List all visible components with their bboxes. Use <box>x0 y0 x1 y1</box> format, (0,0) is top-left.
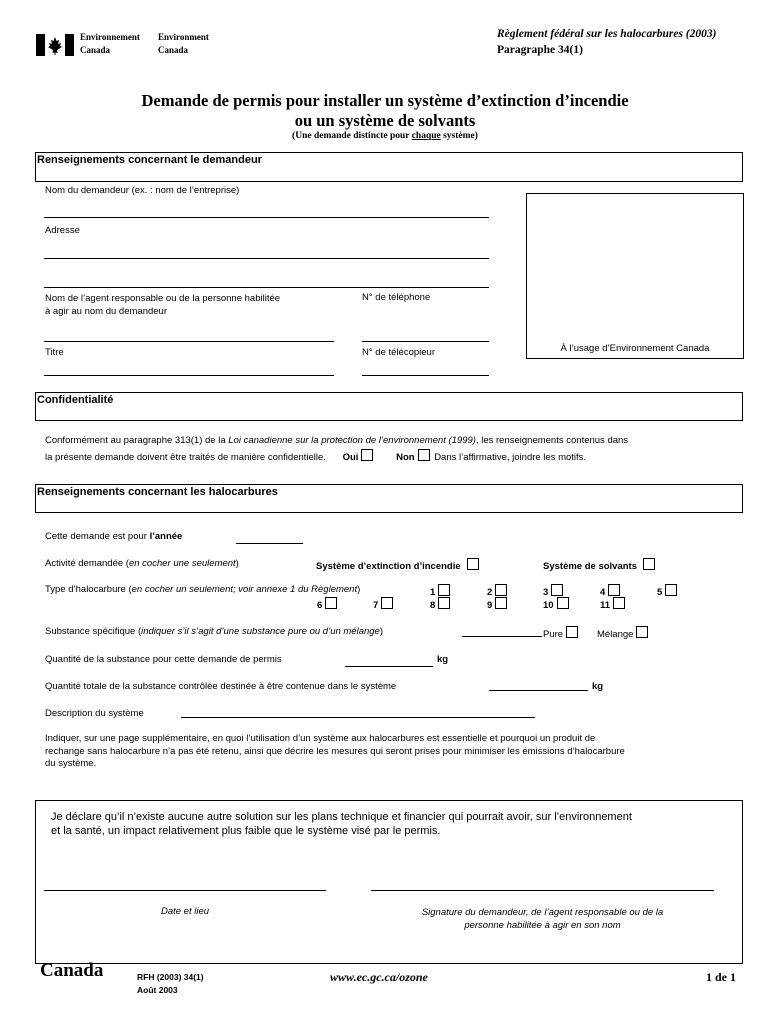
date-place-field[interactable] <box>44 890 326 891</box>
fax-field[interactable] <box>362 375 489 376</box>
quantity-label: Quantité de la substance pour cette demande de permis <box>45 654 282 665</box>
dept-en-bottom: Canada <box>158 45 189 55</box>
no-label: Non <box>396 452 415 463</box>
type-option-4: 4 <box>600 584 620 598</box>
total-quantity-unit: kg <box>592 681 604 692</box>
declaration-box <box>35 800 743 964</box>
type-option-2: 2 <box>487 584 507 598</box>
dept-fr-top: Environnement <box>80 32 140 42</box>
title-label: Titre <box>45 347 64 358</box>
solvent-system-checkbox[interactable] <box>643 558 655 570</box>
title-note: (Une demande distincte pour chaque système) <box>292 131 478 141</box>
type-option-6: 6 <box>317 597 337 611</box>
form-code-block <box>137 971 204 997</box>
address-field-line-2[interactable] <box>44 287 489 288</box>
fax-label: N° de télécopieur <box>362 347 435 358</box>
total-quantity-label: Quantité totale de la substance contrôlée destinée à être contenue dans le système <box>45 681 397 692</box>
type-option-1: 1 <box>430 584 450 598</box>
solvent-system-option <box>543 558 655 572</box>
description-label: Description du système <box>45 708 144 719</box>
applicant-name-label: Nom du demandeur (ex. : nom de l’entreprise) <box>45 185 240 196</box>
regulation-paragraph: Paragraphe 34(1) <box>497 44 583 56</box>
type-6-checkbox[interactable] <box>325 597 337 609</box>
canada-flag-logo <box>36 34 74 56</box>
fire-system-option <box>316 558 479 572</box>
activity-label: Activité demandée (en cocher une seulement) <box>45 558 239 569</box>
department-name-fr <box>80 31 140 57</box>
confidentiality-text-1: Conformément au paragraphe 313(1) de la Loi canadienne sur la protection de l’environnement (1999), les renseignements contenus dans <box>45 435 629 446</box>
page-number: 1 de 1 <box>706 970 736 984</box>
page-title <box>0 91 770 131</box>
fire-system-checkbox[interactable] <box>467 558 479 570</box>
law-name: Loi canadienne sur la protection de l’environnement (1999) <box>228 435 476 446</box>
type-option-3: 3 <box>543 584 563 598</box>
substance-field[interactable] <box>462 636 542 637</box>
website-url[interactable]: www.ec.gc.ca/ozone <box>330 970 428 984</box>
dept-fr-bottom: Canada <box>80 45 111 55</box>
form-code: RFH (2003) 34(1) <box>137 972 204 982</box>
no-checkbox[interactable] <box>418 449 430 461</box>
year-label: Cette demande est pour l’année <box>45 531 183 542</box>
type-9-checkbox[interactable] <box>495 597 507 609</box>
quantity-unit: kg <box>437 654 449 665</box>
mixture-option: Mélange <box>597 626 648 640</box>
type-5-checkbox[interactable] <box>665 584 677 596</box>
signature-label: Signature du demandeur, de l’agent responsable ou de la personne habilitée à agir en son nom <box>421 907 664 931</box>
mixture-checkbox[interactable] <box>636 626 648 638</box>
title-note-emphasis: chaque <box>411 131 441 141</box>
type-1-checkbox[interactable] <box>438 584 450 596</box>
description-field[interactable] <box>181 717 535 718</box>
motifs-note: Dans l’affirmative, joindre les motifs. <box>434 452 587 463</box>
type-11-checkbox[interactable] <box>613 597 625 609</box>
applicant-name-field[interactable] <box>44 217 489 218</box>
halocarbons-heading: Renseignements concernant les halocarbures <box>37 486 278 498</box>
type-option-11: 11 <box>600 597 625 611</box>
office-use-label: À l’usage d’Environnement Canada <box>560 343 710 354</box>
type-3-checkbox[interactable] <box>551 584 563 596</box>
canada-wordmark: Canada <box>40 960 104 981</box>
agent-name-field[interactable] <box>44 341 334 342</box>
year-field[interactable] <box>236 543 303 544</box>
declaration-text: Je déclare qu’il n’existe aucune autre solution sur les plans technique et financier qui pourrait avoir, sur l’environnement et la santé, un impact relativement plus faible que le système visé par le permis. <box>51 811 632 837</box>
pure-checkbox[interactable] <box>566 626 578 638</box>
regulation-title: Règlement fédéral sur les halocarbures (2003) <box>497 28 717 40</box>
type-2-checkbox[interactable] <box>495 584 507 596</box>
yes-checkbox[interactable] <box>361 449 373 461</box>
solvent-system-label: Système de solvants <box>543 561 637 572</box>
department-name-en <box>158 31 209 57</box>
date-place-label: Date et lieu <box>160 906 210 917</box>
type-option-10: 10 <box>543 597 569 611</box>
type-7-checkbox[interactable] <box>381 597 393 609</box>
address-field-line-1[interactable] <box>44 258 489 259</box>
office-use-box <box>526 193 744 359</box>
confidentiality-heading: Confidentialité <box>37 394 114 406</box>
halocarbons-section-header <box>35 484 743 513</box>
halocarbon-type-label: Type d’halocarbure (en cocher un seulement; voir annexe 1 du Règlement) <box>45 584 361 595</box>
supplementary-instructions: Indiquer, sur une page supplémentaire, en quoi l’utilisation d’un système aux halocarbures est essentielle et pourquoi un produit de rechange sans halocarbure n’a pas été retenu, ainsi que décrire les mesures qui seront prises pour minimiser les émissions d’halocarbure du système. <box>45 733 625 769</box>
fire-system-label: Système d’extinction d’incendie <box>316 561 461 572</box>
title-line-1: Demande de permis pour installer un système d’extinction d’incendie <box>141 91 629 110</box>
phone-label: N° de téléphone <box>362 292 431 303</box>
title-field[interactable] <box>44 375 334 376</box>
dept-en-top: Environment <box>158 32 209 42</box>
applicant-heading: Renseignements concernant le demandeur <box>37 154 262 166</box>
address-label: Adresse <box>45 225 80 236</box>
substance-label: Substance spécifique (indiquer s’il s’agit d’une substance pure ou d’un mélange) <box>45 626 384 637</box>
type-option-8: 8 <box>430 597 450 611</box>
phone-field[interactable] <box>362 341 489 342</box>
type-8-checkbox[interactable] <box>438 597 450 609</box>
type-option-9: 9 <box>487 597 507 611</box>
yes-label: Oui <box>342 452 359 463</box>
type-option-7: 7 <box>373 597 393 611</box>
quantity-field[interactable] <box>345 666 433 667</box>
type-option-5: 5 <box>657 584 677 598</box>
agent-label: Nom de l’agent responsable ou de la personne habilitée à agir au nom du demandeur <box>45 293 281 317</box>
pure-option: Pure <box>543 626 578 640</box>
applicant-section-header <box>35 152 743 182</box>
type-10-checkbox[interactable] <box>557 597 569 609</box>
signature-field[interactable] <box>371 890 714 891</box>
confidentiality-section-header <box>35 392 743 421</box>
total-quantity-field[interactable] <box>489 690 588 691</box>
confidentiality-text-2: la présente demande doivent être traités de manière confidentielle. Oui Non Dans l’affirmative, joindre les motifs. <box>45 449 586 463</box>
type-4-checkbox[interactable] <box>608 584 620 596</box>
title-line-2: ou un système de solvants <box>294 111 476 130</box>
form-date: Août 2003 <box>137 985 178 995</box>
